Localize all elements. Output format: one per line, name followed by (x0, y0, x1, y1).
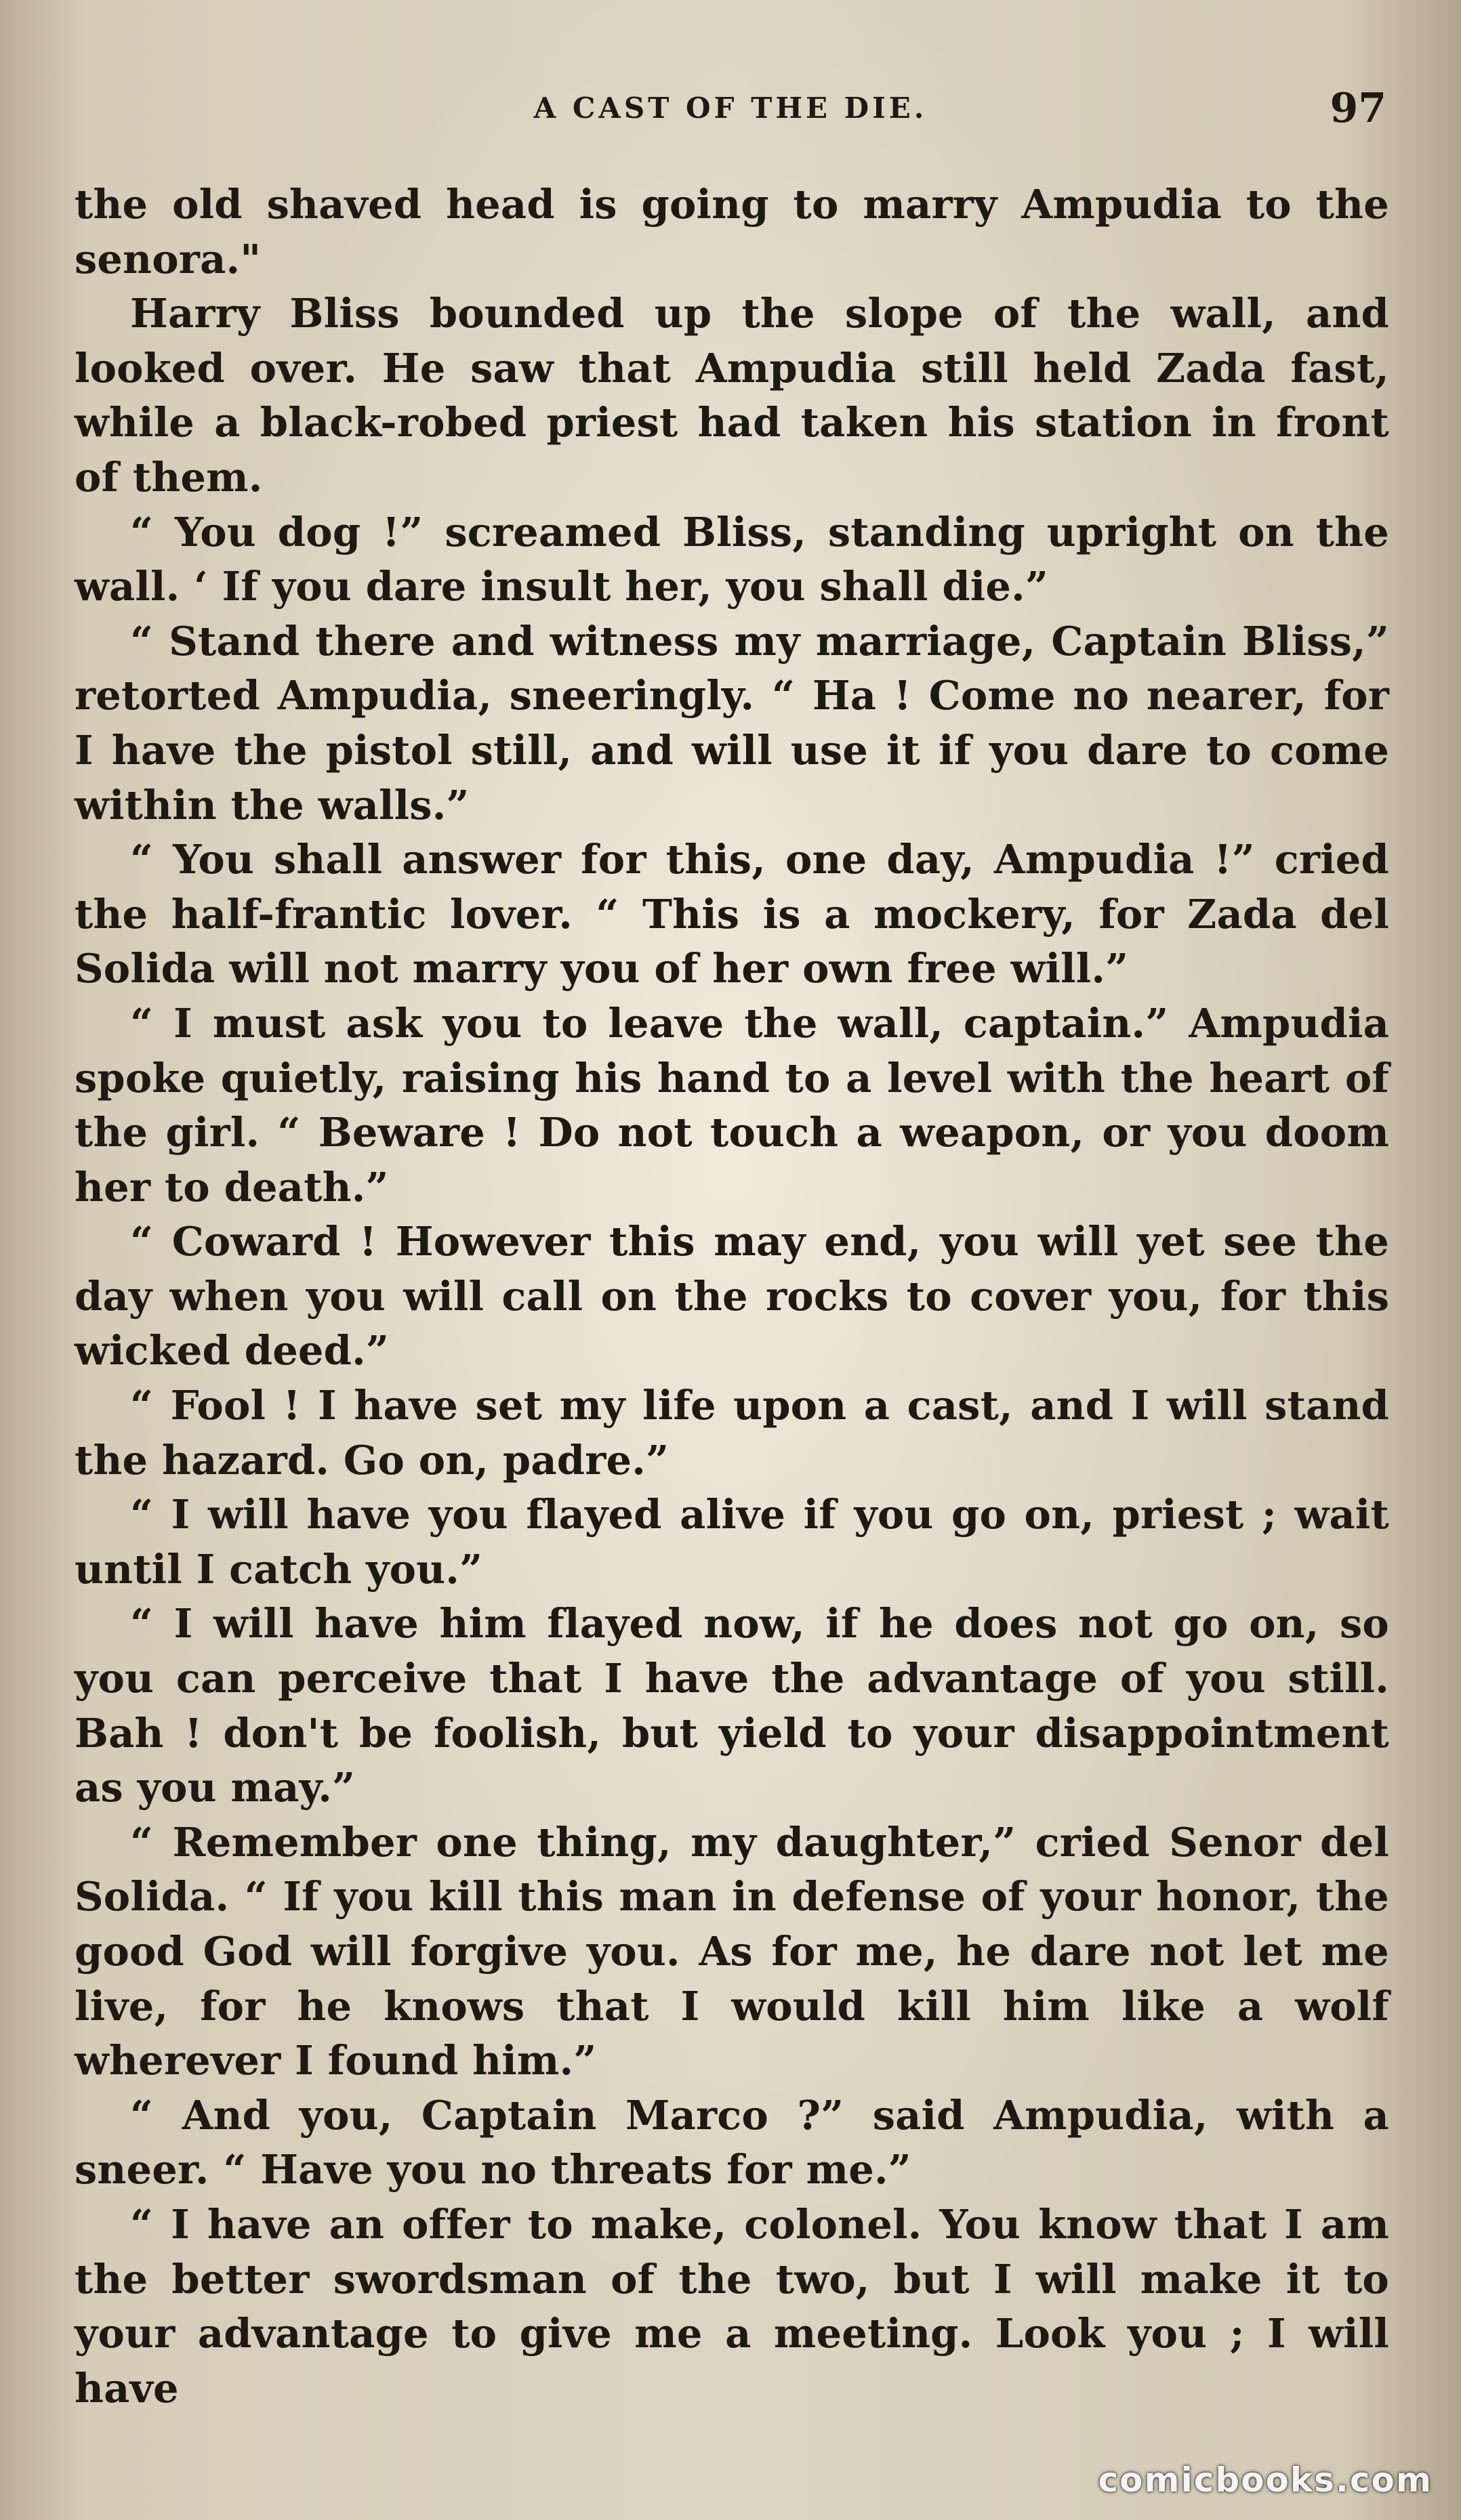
page-header (75, 81, 1386, 135)
paragraph: “ I will have him flayed now, if he does not go on, so you can perceive that I have the advantage of you still. Bah ! don't be foolish, but yield to your disappointment as you may.” (75, 1600, 1389, 1811)
body-text (75, 177, 1389, 2416)
paragraph: “ You dog !” screamed Bliss, standing upright on the wall. ‘ If you dare insult her, you shall die.” (75, 508, 1389, 610)
paragraph: “ Remember one thing, my daughter,” cried Senor del Solida. “ If you kill this man in defense of your honor, the good God will forgive you. As for me, he dare not let me live, for he knows that I would kill him like a wolf wherever I found him.” (75, 1818, 1389, 2084)
paragraph: “ Stand there and witness my marriage, Captain Bliss,” retorted Ampudia, sneeringly. “ Ha ! Come no nearer, for I have the pistol still, and will use it if you dare to come within the walls.” (75, 617, 1389, 828)
paragraph: “ I must ask you to leave the wall, captain.” Ampudia spoke quietly, raising his hand to a level with the heart of the girl. “ Beware ! Do not touch a weapon, or you doom her to death.” (75, 999, 1389, 1211)
paragraph: “ I will have you flayed alive if you go on, priest ; wait until I catch you.” (75, 1491, 1389, 1593)
page-number: 97 (1330, 85, 1386, 132)
paragraph: the old shaved head is going to marry Ampudia to the senora." (75, 181, 1389, 282)
watermark: comicbooks.com (1098, 2460, 1433, 2500)
paragraph: “ And you, Captain Marco ?” said Ampudia, with a sneer. “ Have you no threats for me.” (75, 2091, 1389, 2193)
paragraph: “ I have an offer to make, colonel. You know that I am the better swordsman of the two, but I will make it to your advantage to give me a meeting. Look you ; I will have (75, 2200, 1389, 2412)
paragraph: Harry Bliss bounded up the slope of the wall, and looked over. He saw that Ampudia still held Zada fast, while a black-robed priest had taken his station in front of them. (75, 290, 1389, 501)
paragraph: “ Fool ! I have set my life upon a cast, and I will stand the hazard. Go on, padre.” (75, 1382, 1389, 1484)
paragraph: “ You shall answer for this, one day, Ampudia !” cried the half-frantic lover. “ This is a mockery, for Zada del Solida will not marry you of her own free will.” (75, 836, 1389, 992)
running-title: A CAST OF THE DIE. (533, 91, 928, 125)
paragraph: “ Coward ! However this may end, you will yet see the day when you will call on the rocks to cover you, for this wicked deed.” (75, 1218, 1389, 1374)
